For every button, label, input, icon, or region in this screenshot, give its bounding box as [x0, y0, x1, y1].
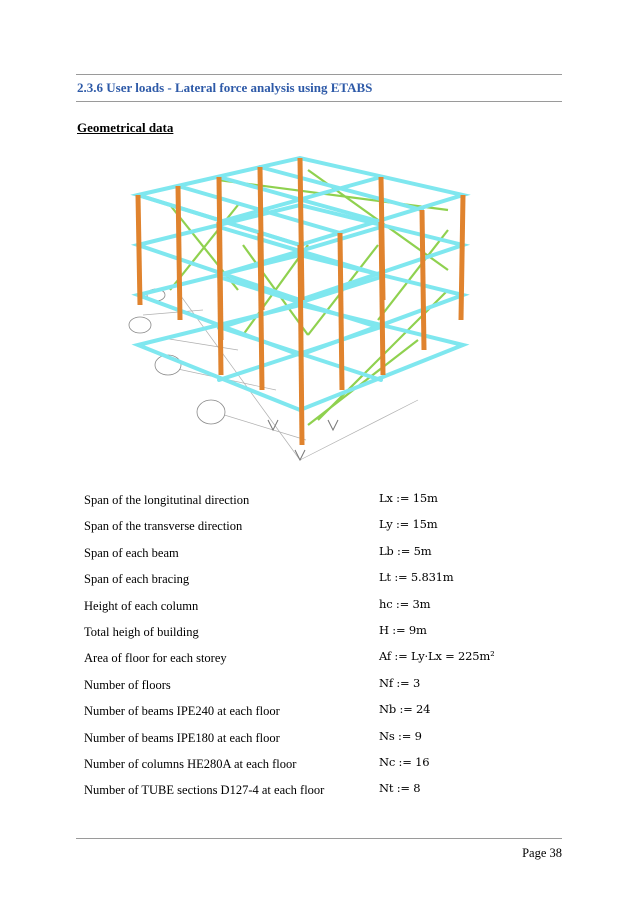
row-label: Span of the longitutinal direction: [84, 493, 250, 507]
row-formula: Af := Ly·Lx = 225m²: [379, 649, 495, 663]
row-formula: Nt := 8: [379, 781, 421, 795]
row-label: Number of columns HE280A at each floor: [84, 757, 297, 771]
row-label: Total heigh of building: [84, 625, 199, 639]
row-formula: Nc := 16: [379, 755, 430, 769]
row-formula: Lb := 5m: [379, 544, 432, 558]
row-formula: Ns := 9: [379, 729, 422, 743]
table-row: [84, 704, 564, 724]
page-number: Page 38: [522, 846, 562, 860]
table-row: [84, 783, 564, 803]
footer-rule: [76, 838, 562, 839]
row-label: Span of each bracing: [84, 572, 190, 586]
row-formula: Lt := 5.831m: [379, 570, 454, 584]
row-formula: H := 9m: [379, 623, 427, 637]
row-label: Number of beams IPE180 at each floor: [84, 731, 280, 745]
row-formula: Ly := 15m: [379, 517, 438, 531]
table-row: [84, 599, 564, 619]
subheading-geometrical-data: Geometrical data: [77, 120, 174, 135]
table-row: [84, 731, 564, 751]
table-row: [84, 493, 564, 513]
section-title: 2.3.6 User loads - Lateral force analysis using ETABS: [77, 80, 373, 95]
row-formula: Lx := 15m: [379, 491, 438, 505]
table-row: [84, 572, 564, 592]
row-label: Number of floors: [84, 678, 171, 692]
row-formula: Nb := 24: [379, 702, 431, 716]
row-label: Area of floor for each storey: [84, 651, 227, 665]
etabs-3d-frame-model: [118, 150, 482, 468]
row-formula: Nf := 3: [379, 676, 421, 690]
row-label: Number of beams IPE240 at each floor: [84, 704, 280, 718]
table-row: [84, 757, 564, 777]
row-formula: hc := 3m: [379, 597, 431, 611]
row-label: Span of each beam: [84, 546, 179, 560]
table-row: [84, 651, 564, 671]
top-rule: [76, 74, 562, 75]
grid-lines: [143, 292, 418, 460]
table-row: [84, 625, 564, 645]
table-row: [84, 519, 564, 539]
row-label: Height of each column: [84, 599, 199, 613]
row-label: Span of the transverse direction: [84, 519, 243, 533]
table-row: [84, 546, 564, 566]
table-row: [84, 678, 564, 698]
row-label: Number of TUBE sections D127-4 at each floor: [84, 783, 325, 797]
title-underline-rule: [76, 101, 562, 102]
